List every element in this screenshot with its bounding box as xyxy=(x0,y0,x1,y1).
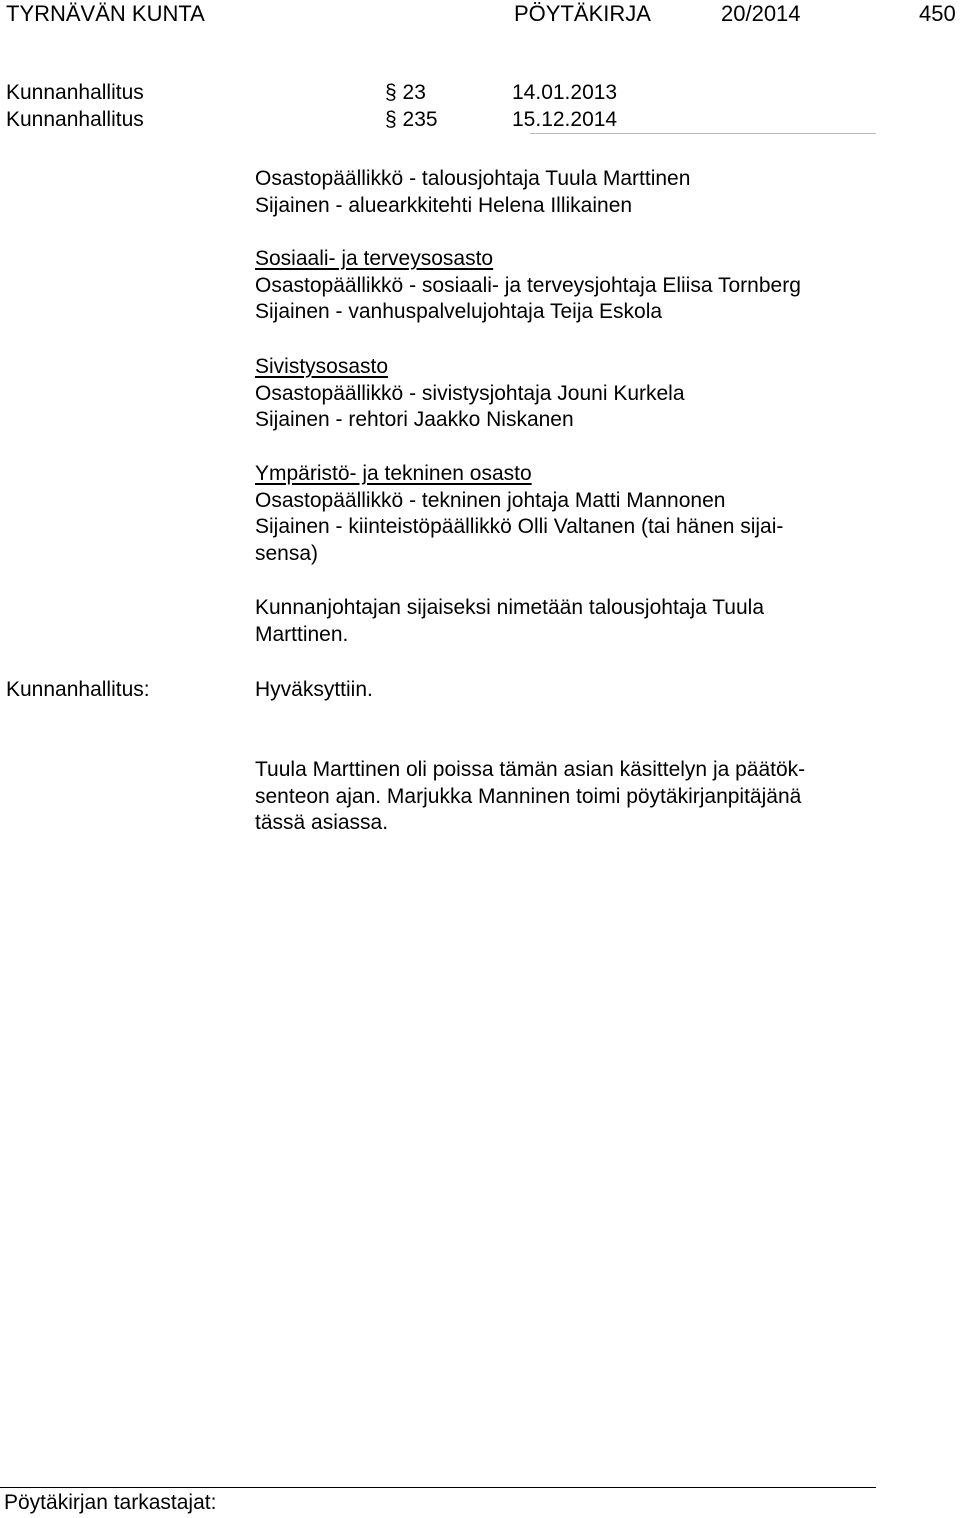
section-line: Osastopäällikkö - sosiaali- ja terveysjohtaja Eliisa Tornberg xyxy=(255,273,801,297)
section-line: Osastopäällikkö - tekninen johtaja Matti Mannonen xyxy=(255,488,726,512)
section-title: Sivistysosasto xyxy=(255,355,389,378)
decision-label: Kunnanhallitus: xyxy=(6,678,150,701)
intro-line: Osastopäällikkö - talousjohtaja Tuula Marttinen xyxy=(255,167,691,190)
note-line: tässä asiassa. xyxy=(255,811,389,834)
note-line: Kunnanjohtajan sijaiseksi nimetään talousjohtaja Tuula xyxy=(255,596,765,619)
document-type: PÖYTÄKIRJA xyxy=(514,1,651,26)
section-title: Sosiaali- ja terveysosasto xyxy=(255,247,494,270)
note-line: Tuula Marttinen oli poissa tämän asian käsittelyn ja päätök- xyxy=(255,758,806,781)
section-title: Ympäristö- ja tekninen osasto xyxy=(255,462,532,485)
footer-divider xyxy=(0,1487,876,1488)
substitute-note xyxy=(255,595,875,648)
section-education xyxy=(255,354,875,434)
municipality-name: TYRNÄVÄN KUNTA xyxy=(6,1,205,26)
section-line: Osastopäällikkö - sivistysjohtaja Jouni Kurkela xyxy=(255,381,685,405)
reference-date: 14.01.2013 xyxy=(512,81,618,104)
section-line: sensa) xyxy=(255,541,319,565)
reference-body: Kunnanhallitus xyxy=(6,81,144,104)
page-number: 450 xyxy=(919,1,956,26)
section-line: Sijainen - vanhuspalvelujohtaja Teija Eskola xyxy=(255,300,663,323)
reference-body: Kunnanhallitus xyxy=(6,108,144,131)
section-line: Sijainen - rehtori Jaakko Niskanen xyxy=(255,408,574,431)
reference-section: § 235 xyxy=(385,108,438,131)
closing-note xyxy=(255,757,875,837)
decision-text: Hyväksyttiin. xyxy=(255,678,373,701)
reference-section: § 23 xyxy=(385,81,426,104)
section-environment-technical xyxy=(255,461,875,567)
section-line: Sijainen - kiinteistöpäällikkö Olli Valtanen (tai hänen sijai- xyxy=(255,515,784,538)
footer-label: Pöytäkirjan tarkastajat: xyxy=(4,1491,217,1514)
document-number: 20/2014 xyxy=(721,1,801,26)
note-line: Marttinen. xyxy=(255,622,349,646)
intro-line: Sijainen - aluearkkitehti Helena Illikainen xyxy=(255,193,633,217)
section-social-health xyxy=(255,246,875,326)
intro-block xyxy=(255,166,875,219)
reference-divider xyxy=(530,133,876,134)
note-line: senteon ajan. Marjukka Manninen toimi pöytäkirjanpitäjänä xyxy=(255,784,802,808)
reference-date: 15.12.2014 xyxy=(512,108,618,131)
